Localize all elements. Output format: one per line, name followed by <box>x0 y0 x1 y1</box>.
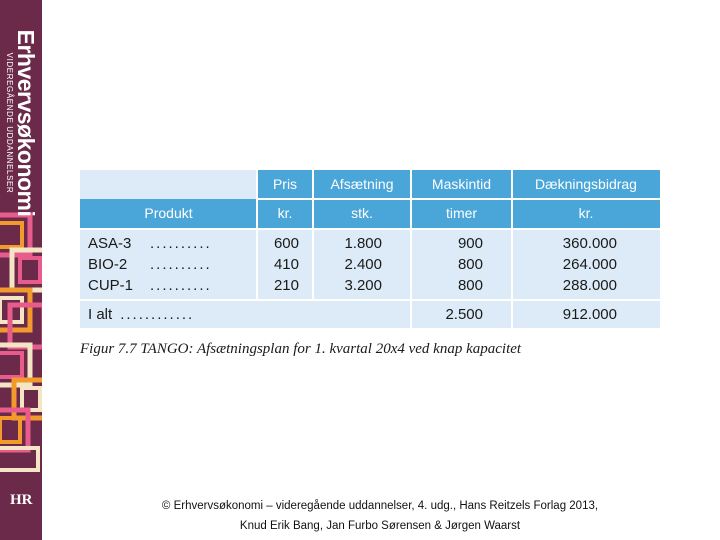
product-name: CUP-1 <box>88 277 134 294</box>
cell-maskintid: 900 <box>457 235 483 252</box>
table-row <box>88 275 212 296</box>
total-row-label <box>88 304 194 325</box>
publisher-logo: HR <box>10 492 33 508</box>
copyright-footer <box>60 496 700 536</box>
header-maskintid: Maskintid <box>431 176 492 192</box>
figure-text: TANGO: Afsætningsplan for 1. kvartal 20x4 ved knap kapacitet <box>140 341 522 357</box>
product-column <box>88 233 212 296</box>
cell-afsaetning: 3.200 <box>344 277 382 294</box>
table-row <box>88 233 212 254</box>
sidebar-title: Erhvervsøkonomi <box>13 29 39 217</box>
sidebar-subtitle: VIDEREGÅENDE UDDANNELSER <box>5 52 14 194</box>
header-afsaetning: Afsætning <box>330 176 394 192</box>
sidebar-band <box>0 0 42 540</box>
figure-caption <box>80 341 521 358</box>
header-produkt: Produkt <box>144 205 193 221</box>
unit-daekningsbidrag: kr. <box>578 205 594 221</box>
figure-number: Figur 7.7 <box>80 341 137 357</box>
maskintid-column <box>411 233 483 296</box>
total-maskintid: 2.500 <box>445 306 483 323</box>
cell-daekningsbidrag: 360.000 <box>562 235 617 252</box>
daekningsbidrag-column <box>512 233 617 296</box>
leader-dots: .......... <box>150 277 212 294</box>
total-divider <box>80 299 660 301</box>
cell-afsaetning: 1.800 <box>344 235 382 252</box>
footer-line-1: © Erhvervsøkonomi – videregående uddannelser, 4. udg., Hans Reitzels Forlag 2013, <box>161 500 599 512</box>
leader-dots: .......... <box>150 235 212 252</box>
header-daekningsbidrag: Dækningsbidrag <box>535 176 637 192</box>
cell-pris: 210 <box>273 277 299 294</box>
cell-maskintid: 800 <box>457 277 483 294</box>
leader-dots: .......... <box>150 256 212 273</box>
product-name: ASA-3 <box>88 235 132 252</box>
cell-daekningsbidrag: 264.000 <box>562 256 617 273</box>
table-row <box>88 254 212 275</box>
cell-pris: 410 <box>273 256 299 273</box>
pris-column <box>257 233 299 296</box>
header-pris: Pris <box>272 176 298 192</box>
unit-maskintid: timer <box>445 205 478 221</box>
header-body-divider <box>80 228 660 230</box>
sales-table <box>80 170 660 328</box>
afsaetning-column <box>313 233 382 296</box>
leader-dots: ............ <box>120 306 195 323</box>
unit-afsaetning: stk. <box>351 205 373 221</box>
sidebar-title-block <box>0 29 42 217</box>
product-name: BIO-2 <box>88 256 128 273</box>
unit-pris: kr. <box>277 205 293 221</box>
cell-daekningsbidrag: 288.000 <box>562 277 617 294</box>
total-label: I alt <box>88 306 113 323</box>
cell-maskintid: 800 <box>457 256 483 273</box>
header-divider <box>257 198 660 200</box>
footer-line-2: Knud Erik Bang, Jan Furbo Sørensen & Jørgen Waarst <box>239 520 521 532</box>
cell-pris: 600 <box>273 235 299 252</box>
cell-afsaetning: 2.400 <box>344 256 382 273</box>
total-daekningsbidrag: 912.000 <box>562 306 617 323</box>
